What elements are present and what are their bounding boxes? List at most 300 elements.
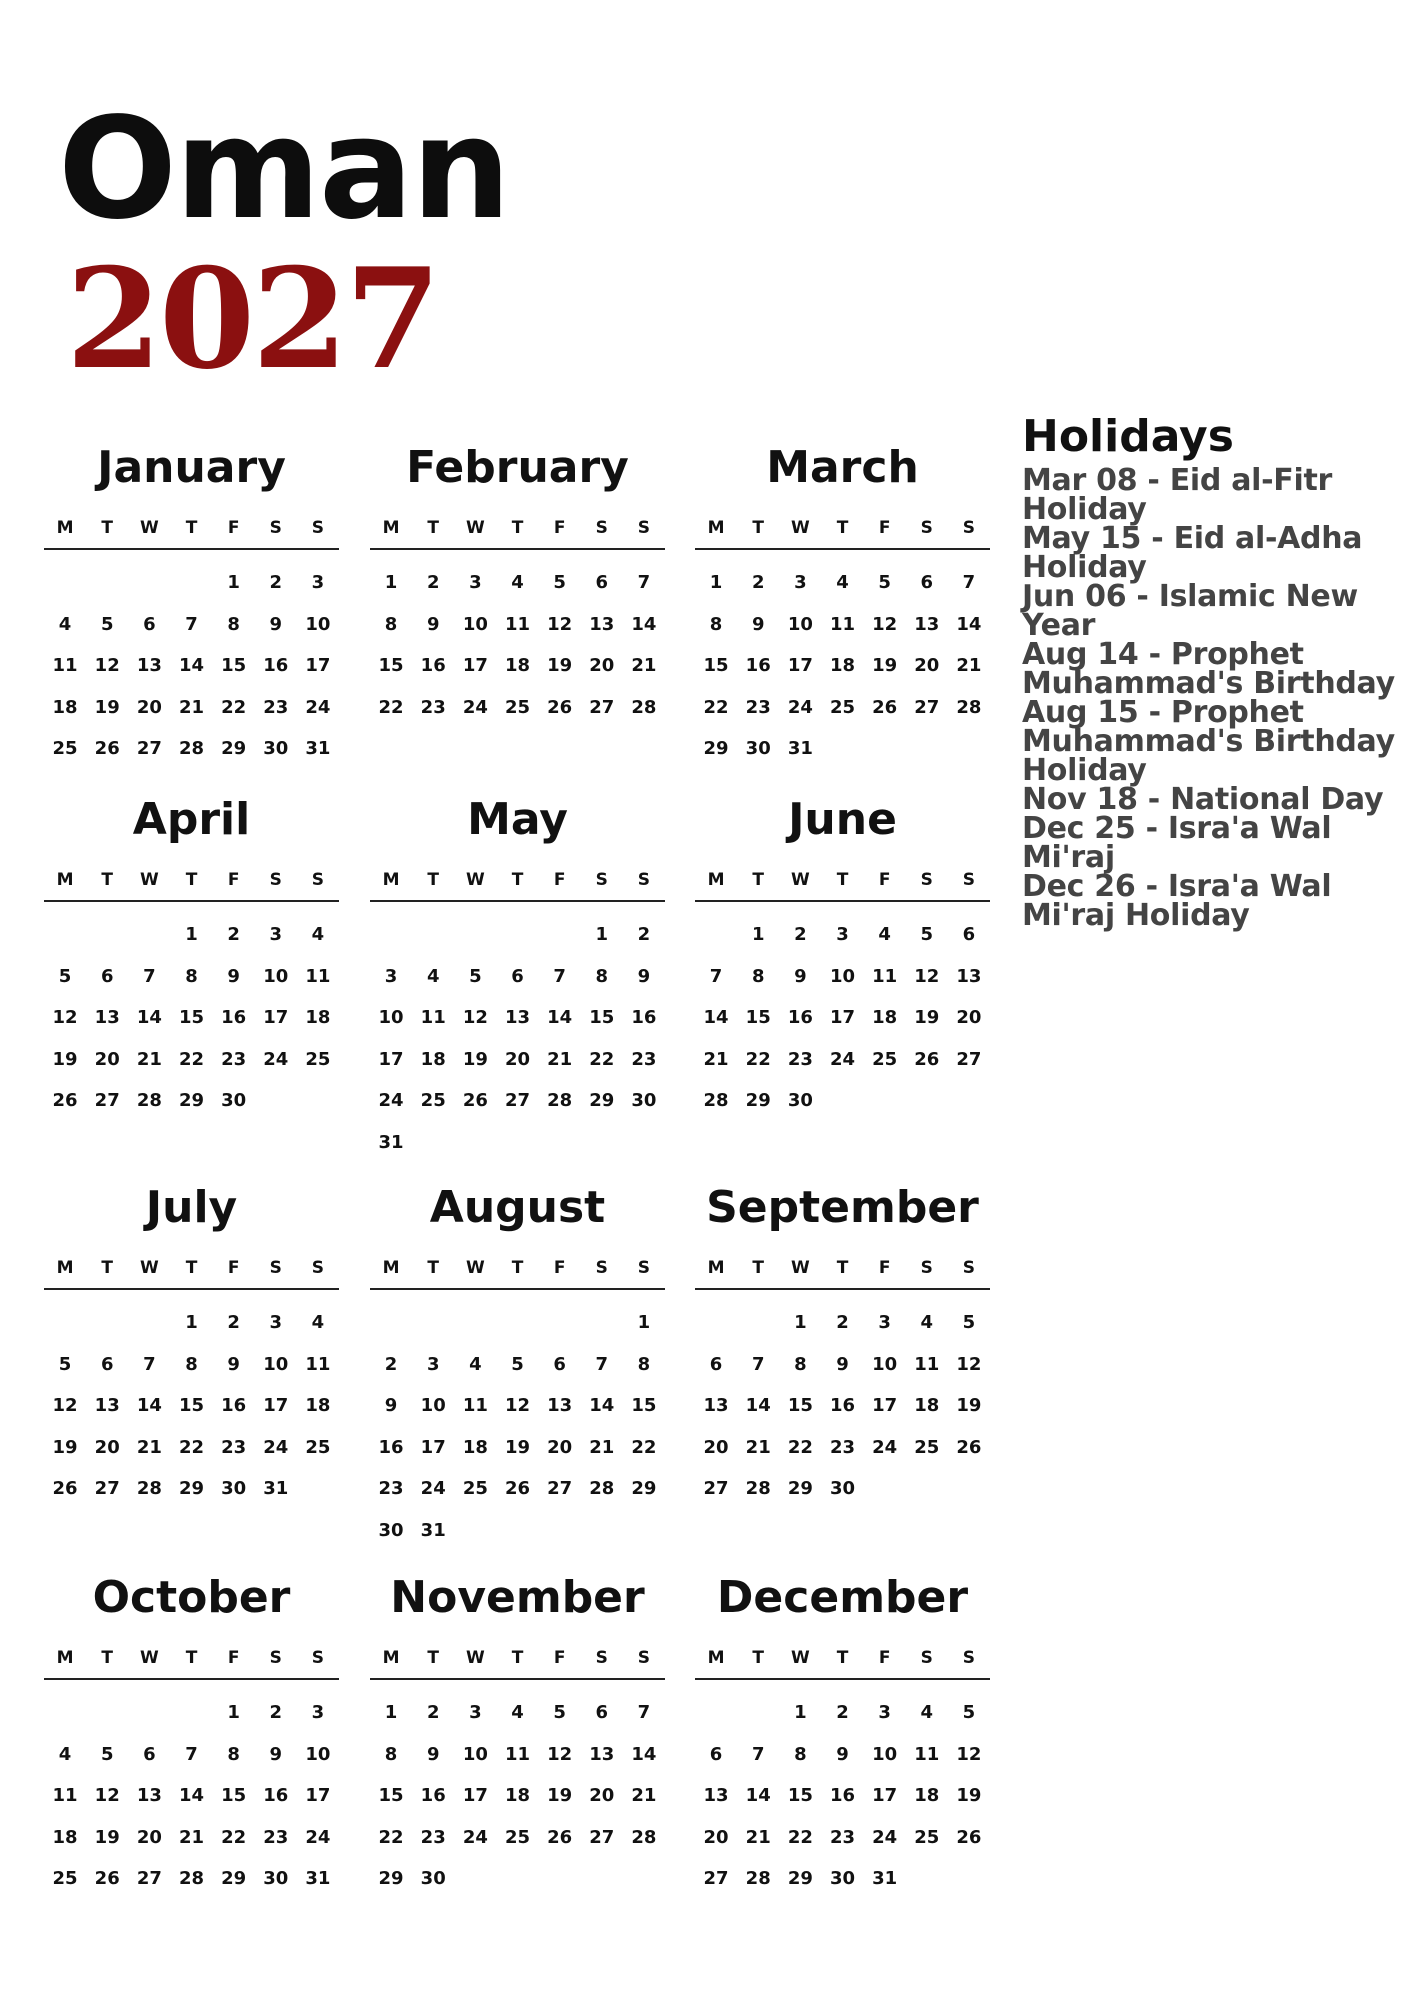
day-grid <box>44 562 339 770</box>
day-cell: 18 <box>420 1048 446 1070</box>
day-cell: 10 <box>462 1743 488 1765</box>
day-cell: 13 <box>547 1395 573 1417</box>
day-cell: 4 <box>469 1353 482 1375</box>
day-cell: 12 <box>956 1353 982 1375</box>
day-cell: 25 <box>504 696 531 718</box>
day-cell: 11 <box>462 1395 488 1417</box>
day-cell: 25 <box>305 1048 331 1070</box>
day-cell: 7 <box>751 1353 765 1375</box>
day-cell: 13 <box>94 1395 120 1417</box>
day-cell: 3 <box>794 572 807 594</box>
day-cell: 20 <box>504 1048 531 1070</box>
day-cell: 8 <box>384 613 398 635</box>
weekday-label: S <box>962 870 976 890</box>
weekday-label: T <box>185 1258 198 1278</box>
day-cell: 1 <box>384 1702 398 1724</box>
day-cell: 16 <box>221 1395 247 1417</box>
day-cell: 12 <box>872 613 898 635</box>
day-cell: 3 <box>311 572 325 594</box>
day-cell: 23 <box>263 696 289 718</box>
day-grid <box>370 562 665 728</box>
day-cell: 10 <box>305 613 331 635</box>
day-cell: 11 <box>305 965 331 987</box>
weekday-label: S <box>595 870 608 890</box>
month-name: May <box>467 794 568 845</box>
weekday-label: S <box>920 870 933 890</box>
weekday-label: T <box>752 1648 765 1668</box>
day-cell: 27 <box>504 1090 531 1112</box>
day-cell: 28 <box>136 1478 162 1500</box>
month-august <box>370 1180 665 1551</box>
day-cell: 9 <box>794 965 807 987</box>
day-cell: 12 <box>547 1743 573 1765</box>
day-cell: 30 <box>787 1090 813 1112</box>
day-cell: 22 <box>221 1826 247 1848</box>
day-grid <box>695 1692 990 1900</box>
day-cell: 2 <box>384 1353 398 1375</box>
day-cell: 14 <box>631 1743 657 1765</box>
day-cell: 26 <box>94 1868 120 1890</box>
day-cell: 5 <box>553 572 566 594</box>
weekday-label: S <box>962 1648 976 1668</box>
day-cell: 1 <box>185 924 198 946</box>
weekday-label: T <box>185 1648 198 1668</box>
weekday-header <box>695 1258 990 1290</box>
day-cell: 21 <box>956 655 982 677</box>
day-cell: 6 <box>962 924 976 946</box>
weekday-label: M <box>707 1258 725 1278</box>
day-cell: 15 <box>178 1007 205 1029</box>
day-cell: 24 <box>305 696 331 718</box>
day-cell: 27 <box>956 1048 982 1070</box>
day-cell: 9 <box>384 1395 398 1417</box>
day-cell: 28 <box>178 1868 205 1890</box>
day-cell: 17 <box>263 1395 289 1417</box>
month-april <box>44 792 339 1122</box>
weekday-label: W <box>465 518 485 538</box>
weekday-label: W <box>790 870 810 890</box>
day-cell: 20 <box>703 1826 729 1848</box>
day-cell: 1 <box>227 572 240 594</box>
day-cell: 17 <box>420 1436 446 1458</box>
day-cell: 25 <box>504 1826 531 1848</box>
day-cell: 6 <box>100 965 114 987</box>
day-cell: 11 <box>914 1743 940 1765</box>
day-cell: 3 <box>269 924 283 946</box>
weekday-label: M <box>56 518 74 538</box>
day-cell: 24 <box>872 1436 898 1458</box>
day-cell: 1 <box>595 924 609 946</box>
day-cell: 23 <box>631 1048 657 1070</box>
day-cell: 28 <box>745 1868 771 1890</box>
day-cell: 25 <box>829 696 856 718</box>
weekday-label: S <box>595 1258 608 1278</box>
day-cell: 17 <box>872 1395 898 1417</box>
day-cell: 8 <box>794 1353 807 1375</box>
day-cell: 17 <box>462 655 488 677</box>
day-cell: 2 <box>751 572 765 594</box>
day-cell: 25 <box>914 1436 940 1458</box>
day-cell: 19 <box>462 1048 488 1070</box>
month-january <box>44 440 339 770</box>
day-cell: 17 <box>787 655 813 677</box>
day-cell: 13 <box>703 1395 729 1417</box>
day-cell: 28 <box>547 1090 573 1112</box>
day-cell: 26 <box>52 1090 78 1112</box>
day-cell: 31 <box>305 1868 331 1890</box>
day-cell: 8 <box>794 1743 807 1765</box>
day-cell: 11 <box>914 1353 940 1375</box>
weekday-label: S <box>637 870 651 890</box>
day-cell: 21 <box>589 1436 615 1458</box>
weekday-label: M <box>707 518 725 538</box>
weekday-label: F <box>227 518 240 538</box>
weekday-label: F <box>553 870 566 890</box>
day-cell: 30 <box>221 1478 247 1500</box>
day-cell: 18 <box>504 655 531 677</box>
day-cell: 14 <box>631 613 657 635</box>
weekday-label: T <box>101 518 114 538</box>
day-cell: 31 <box>263 1478 289 1500</box>
day-cell: 28 <box>631 696 657 718</box>
day-cell: 9 <box>269 1743 283 1765</box>
day-cell: 6 <box>920 572 934 594</box>
day-cell: 26 <box>504 1478 531 1500</box>
weekday-label: T <box>101 1258 114 1278</box>
day-cell: 16 <box>221 1007 247 1029</box>
month-september <box>695 1180 990 1510</box>
weekday-label: T <box>752 870 765 890</box>
day-cell: 26 <box>94 738 120 760</box>
day-cell: 26 <box>872 696 898 718</box>
day-cell: 21 <box>178 1826 205 1848</box>
weekday-label: M <box>382 1258 400 1278</box>
day-cell: 24 <box>420 1478 446 1500</box>
day-cell: 20 <box>914 655 940 677</box>
weekday-label: F <box>227 1258 240 1278</box>
day-grid <box>695 562 990 770</box>
day-cell: 26 <box>462 1090 488 1112</box>
holiday-item: Aug 14 - Prophet Muhammad's Birthday <box>1022 637 1395 701</box>
weekday-label: T <box>427 1258 440 1278</box>
day-cell: 22 <box>631 1436 657 1458</box>
day-cell: 7 <box>637 1702 651 1724</box>
day-cell: 20 <box>956 1007 982 1029</box>
day-cell: 1 <box>794 1312 807 1334</box>
day-cell: 18 <box>872 1007 898 1029</box>
weekday-label: W <box>790 518 810 538</box>
day-cell: 23 <box>378 1478 404 1500</box>
day-cell: 8 <box>709 613 723 635</box>
day-cell: 7 <box>637 572 651 594</box>
day-cell: 30 <box>631 1090 657 1112</box>
day-cell: 29 <box>178 1090 205 1112</box>
day-grid <box>44 914 339 1122</box>
day-cell: 27 <box>589 1826 615 1848</box>
day-cell: 29 <box>787 1478 813 1500</box>
day-cell: 24 <box>462 696 488 718</box>
day-cell: 2 <box>269 1702 283 1724</box>
day-cell: 5 <box>100 613 114 635</box>
day-cell: 20 <box>589 655 615 677</box>
holiday-item: Nov 18 - National Day <box>1022 782 1384 817</box>
day-cell: 22 <box>221 696 247 718</box>
calendar-year: 2027 <box>66 237 439 400</box>
day-cell: 2 <box>426 1702 440 1724</box>
weekday-label: F <box>553 1258 566 1278</box>
weekday-label: F <box>878 1258 891 1278</box>
weekday-label: S <box>311 1258 325 1278</box>
month-may <box>370 792 665 1163</box>
day-cell: 3 <box>878 1702 891 1724</box>
day-cell: 14 <box>589 1395 615 1417</box>
day-cell: 9 <box>269 613 283 635</box>
month-name: July <box>145 1182 238 1233</box>
day-cell: 10 <box>829 965 856 987</box>
day-cell: 27 <box>94 1478 120 1500</box>
day-cell: 10 <box>462 613 488 635</box>
day-cell: 17 <box>378 1048 404 1070</box>
weekday-label: M <box>707 1648 725 1668</box>
day-cell: 3 <box>469 1702 482 1724</box>
day-cell: 8 <box>227 1743 240 1765</box>
day-cell: 20 <box>94 1048 120 1070</box>
day-cell: 11 <box>420 1007 446 1029</box>
day-cell: 21 <box>745 1826 771 1848</box>
day-cell: 9 <box>227 965 240 987</box>
day-cell: 3 <box>311 1702 325 1724</box>
day-cell: 24 <box>263 1048 289 1070</box>
day-cell: 9 <box>227 1353 240 1375</box>
weekday-label: T <box>511 1258 524 1278</box>
day-cell: 1 <box>751 924 765 946</box>
weekday-label: T <box>101 1648 114 1668</box>
day-cell: 11 <box>504 613 531 635</box>
weekday-label: F <box>878 1648 891 1668</box>
weekday-label: S <box>637 1258 651 1278</box>
weekday-label: M <box>56 870 74 890</box>
day-cell: 3 <box>469 572 482 594</box>
day-cell: 31 <box>872 1868 898 1890</box>
weekday-label: S <box>637 1648 651 1668</box>
day-cell: 19 <box>547 1785 573 1807</box>
day-cell: 21 <box>178 696 205 718</box>
day-cell: 8 <box>227 613 240 635</box>
month-july <box>44 1180 339 1510</box>
holiday-item: Dec 26 - Isra'a Wal Mi'raj Holiday <box>1022 869 1332 933</box>
weekday-label: T <box>185 518 198 538</box>
day-cell: 16 <box>787 1007 813 1029</box>
day-cell: 16 <box>829 1395 856 1417</box>
day-cell: 19 <box>956 1395 982 1417</box>
day-cell: 21 <box>745 1436 771 1458</box>
day-cell: 12 <box>956 1743 982 1765</box>
day-cell: 13 <box>94 1007 120 1029</box>
day-cell: 19 <box>914 1007 940 1029</box>
day-cell: 13 <box>956 965 982 987</box>
day-cell: 22 <box>703 696 729 718</box>
day-cell: 19 <box>872 655 898 677</box>
day-cell: 30 <box>829 1868 856 1890</box>
day-cell: 21 <box>136 1436 162 1458</box>
day-cell: 2 <box>836 1312 849 1334</box>
day-cell: 30 <box>745 738 771 760</box>
day-cell: 22 <box>787 1436 813 1458</box>
day-cell: 18 <box>305 1395 331 1417</box>
month-name: October <box>92 1572 291 1623</box>
day-cell: 4 <box>311 924 325 946</box>
day-cell: 14 <box>178 655 205 677</box>
weekday-label: S <box>595 1648 608 1668</box>
day-cell: 24 <box>872 1826 898 1848</box>
day-grid <box>370 1692 665 1900</box>
day-cell: 23 <box>263 1826 289 1848</box>
day-cell: 11 <box>52 1785 78 1807</box>
day-cell: 12 <box>52 1007 78 1029</box>
weekday-label: T <box>511 518 524 538</box>
day-cell: 18 <box>52 696 78 718</box>
weekday-label: S <box>920 1258 933 1278</box>
day-cell: 17 <box>462 1785 488 1807</box>
day-cell: 13 <box>703 1785 729 1807</box>
day-cell: 19 <box>94 1826 120 1848</box>
day-cell: 15 <box>221 655 247 677</box>
day-cell: 28 <box>956 696 982 718</box>
day-cell: 7 <box>962 572 976 594</box>
weekday-label: S <box>962 518 976 538</box>
day-cell: 26 <box>547 1826 573 1848</box>
day-cell: 21 <box>547 1048 573 1070</box>
day-cell: 15 <box>631 1395 657 1417</box>
day-cell: 12 <box>52 1395 78 1417</box>
weekday-label: W <box>790 1648 810 1668</box>
day-cell: 16 <box>420 655 446 677</box>
weekday-label: F <box>553 1648 566 1668</box>
weekday-label: W <box>139 870 159 890</box>
day-cell: 16 <box>378 1436 404 1458</box>
day-cell: 12 <box>547 613 573 635</box>
month-february <box>370 440 665 728</box>
day-cell: 20 <box>94 1436 120 1458</box>
day-cell: 25 <box>462 1478 488 1500</box>
day-cell: 25 <box>52 738 78 760</box>
day-cell: 2 <box>794 924 807 946</box>
day-cell: 17 <box>872 1785 898 1807</box>
day-cell: 20 <box>589 1785 615 1807</box>
day-cell: 4 <box>920 1702 934 1724</box>
day-cell: 30 <box>263 738 289 760</box>
day-cell: 14 <box>178 1785 205 1807</box>
day-cell: 3 <box>384 965 398 987</box>
day-cell: 16 <box>631 1007 657 1029</box>
day-cell: 28 <box>631 1826 657 1848</box>
weekday-label: M <box>56 1648 74 1668</box>
weekday-label: T <box>511 1648 524 1668</box>
day-cell: 31 <box>378 1131 404 1153</box>
day-cell: 13 <box>136 655 162 677</box>
day-cell: 16 <box>745 655 771 677</box>
day-cell: 21 <box>703 1048 729 1070</box>
day-cell: 8 <box>185 965 198 987</box>
weekday-label: T <box>836 1648 849 1668</box>
day-cell: 29 <box>221 738 247 760</box>
weekday-label: T <box>836 518 849 538</box>
day-cell: 30 <box>263 1868 289 1890</box>
day-cell: 7 <box>185 1743 198 1765</box>
month-name: December <box>716 1572 969 1623</box>
day-grid <box>44 1692 339 1900</box>
day-grid <box>695 914 990 1122</box>
weekday-header <box>370 1258 665 1290</box>
weekday-label: M <box>382 870 400 890</box>
day-cell: 29 <box>787 1868 813 1890</box>
day-cell: 5 <box>553 1702 566 1724</box>
day-cell: 4 <box>58 1743 72 1765</box>
day-cell: 28 <box>589 1478 615 1500</box>
holidays-title: Holidays <box>1022 411 1234 462</box>
day-cell: 27 <box>914 696 940 718</box>
day-cell: 26 <box>914 1048 940 1070</box>
day-cell: 22 <box>178 1436 205 1458</box>
day-cell: 15 <box>745 1007 771 1029</box>
day-cell: 3 <box>269 1312 283 1334</box>
day-cell: 15 <box>787 1395 813 1417</box>
month-name: January <box>97 442 286 493</box>
weekday-label: T <box>101 870 114 890</box>
day-grid <box>370 1302 665 1551</box>
weekday-label: T <box>752 1258 765 1278</box>
month-march <box>695 440 990 770</box>
month-name: February <box>406 442 629 493</box>
day-cell: 29 <box>378 1868 404 1890</box>
day-cell: 2 <box>836 1702 849 1724</box>
day-cell: 2 <box>227 1312 240 1334</box>
weekday-label: T <box>185 870 198 890</box>
weekday-label: T <box>427 518 440 538</box>
day-cell: 30 <box>829 1478 856 1500</box>
weekday-label: W <box>465 1648 485 1668</box>
weekday-label: W <box>790 1258 810 1278</box>
day-cell: 18 <box>914 1785 940 1807</box>
day-cell: 15 <box>589 1007 615 1029</box>
day-cell: 17 <box>829 1007 856 1029</box>
day-cell: 11 <box>52 655 78 677</box>
day-cell: 11 <box>829 613 856 635</box>
day-cell: 20 <box>136 1826 162 1848</box>
day-grid <box>370 914 665 1163</box>
day-cell: 22 <box>178 1048 205 1070</box>
day-cell: 7 <box>143 965 156 987</box>
day-cell: 3 <box>878 1312 891 1334</box>
day-cell: 13 <box>589 613 615 635</box>
day-cell: 14 <box>956 613 982 635</box>
day-cell: 4 <box>836 572 849 594</box>
month-name: June <box>788 794 897 845</box>
day-cell: 2 <box>637 924 651 946</box>
holiday-item: Dec 25 - Isra'a Wal Mi'raj <box>1022 811 1332 875</box>
day-cell: 29 <box>745 1090 771 1112</box>
day-cell: 8 <box>751 965 765 987</box>
weekday-label: F <box>878 870 891 890</box>
day-cell: 30 <box>221 1090 247 1112</box>
day-cell: 7 <box>143 1353 156 1375</box>
day-cell: 12 <box>914 965 940 987</box>
weekday-label: T <box>752 518 765 538</box>
day-cell: 4 <box>511 1702 524 1724</box>
day-cell: 14 <box>136 1395 162 1417</box>
day-cell: 8 <box>384 1743 398 1765</box>
day-cell: 23 <box>221 1436 247 1458</box>
